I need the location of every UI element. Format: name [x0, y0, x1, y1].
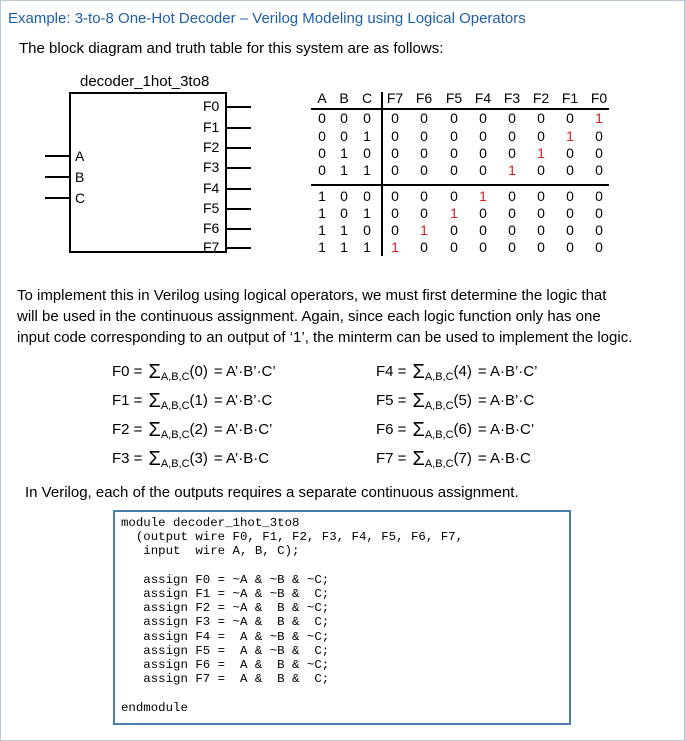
- verilog-code: module decoder_1hot_3to8 (output wire F0, F1, F2, F3, F4, F5, F6, F7, input wire A, B, C); assign F0 = ~A & ~B & ~C; assign F1 = ~A & ~B & C; assign F2 = ~A & B & ~C; assign F3 = ~A & B & C; assign F4 = A & ~B & ~C; assign F5 = A & ~B & C; assign F6 = A & B & ~C; assign F7 = A & B & C; endmodule: [121, 516, 464, 715]
- truth-table-cell: 0: [508, 222, 516, 238]
- truth-table-header: F5: [445, 90, 463, 106]
- equation: [112, 419, 272, 442]
- truth-table-header: F3: [503, 90, 521, 106]
- output-wire-f4: [227, 188, 251, 190]
- truth-table-cell: 0: [391, 128, 399, 144]
- output-wire-f0: [227, 106, 251, 108]
- equation-rhs: = A·B’·C: [477, 392, 535, 409]
- truth-table-cell: 0: [479, 239, 487, 255]
- truth-table-cell: 1: [340, 222, 348, 238]
- equation-lhs: F7 =: [376, 450, 407, 467]
- input-label-c: C: [75, 190, 86, 206]
- paragraph-line: will be used in the continuous assignment. Again, since each logic function only has one: [17, 308, 601, 325]
- truth-table-group-rule: [311, 184, 609, 186]
- truth-table-header: B: [339, 90, 349, 106]
- truth-table-cell: 0: [566, 222, 574, 238]
- truth-table-header: F4: [474, 90, 492, 106]
- truth-table-cell: 0: [479, 205, 487, 221]
- sigma-symbol: Σ: [412, 361, 425, 383]
- truth-table-cell: 0: [479, 222, 487, 238]
- input-wire-c: [45, 197, 69, 199]
- truth-table-cell: 1: [537, 145, 545, 161]
- truth-table-header: F1: [561, 90, 579, 106]
- truth-table-cell: 0: [363, 110, 371, 126]
- truth-table-cell: 0: [450, 222, 458, 238]
- minterm-index: (1): [189, 392, 208, 409]
- truth-table-cell: 0: [340, 128, 348, 144]
- truth-table-cell: 0: [391, 162, 399, 178]
- truth-table-cell: 1: [391, 239, 399, 255]
- equation-lhs: F0 =: [112, 363, 143, 380]
- input-label-a: A: [75, 148, 85, 164]
- truth-table-cell: 0: [420, 188, 428, 204]
- truth-table-cell: 0: [450, 128, 458, 144]
- equation-rhs: = A·B’·C’: [477, 363, 538, 380]
- truth-table-cell: 0: [508, 145, 516, 161]
- truth-table-cell: 1: [363, 205, 371, 221]
- truth-table-cell: 0: [420, 110, 428, 126]
- truth-table-header: C: [361, 90, 373, 106]
- equation-lhs: F1 =: [112, 392, 143, 409]
- output-label-f1: F1: [203, 119, 220, 135]
- output-label-f6: F6: [203, 220, 220, 236]
- input-wire-b: [45, 176, 69, 178]
- truth-table-cell: 1: [566, 128, 574, 144]
- sigma-subscript: A,B,C: [424, 429, 454, 441]
- input-wire-a: [45, 155, 69, 157]
- output-label-f0: F0: [203, 98, 220, 114]
- output-label-f5: F5: [203, 200, 220, 216]
- truth-table-cell: 0: [595, 222, 603, 238]
- output-wire-f2: [227, 147, 251, 149]
- truth-table-cell: 0: [595, 188, 603, 204]
- equation-lhs: F2 =: [112, 421, 143, 438]
- truth-table-cell: 0: [318, 128, 326, 144]
- equation-lhs: F5 =: [376, 392, 407, 409]
- minterm-index: (2): [189, 421, 208, 438]
- truth-table-header: F2: [532, 90, 550, 106]
- truth-table-cell: 0: [420, 128, 428, 144]
- truth-table-cell: 0: [595, 162, 603, 178]
- truth-table-cell: 0: [595, 128, 603, 144]
- equation-rhs: = A’·B·C’: [213, 421, 273, 438]
- truth-table-cell: 1: [363, 162, 371, 178]
- truth-table-cell: 0: [508, 188, 516, 204]
- truth-table-cell: 1: [318, 222, 326, 238]
- sigma-subscript: A,B,C: [424, 371, 454, 383]
- verilog-label: In Verilog, each of the outputs requires a separate continuous assignment.: [25, 484, 519, 501]
- truth-table-cell: 0: [508, 128, 516, 144]
- truth-table-cell: 0: [566, 239, 574, 255]
- output-label-f7: F7: [203, 239, 220, 255]
- equation-rhs: = A’·B’·C: [213, 392, 273, 409]
- minterm-index: (0): [189, 363, 208, 380]
- truth-table-cell: 0: [479, 110, 487, 126]
- equation: [376, 448, 531, 471]
- truth-table-cell: 1: [340, 162, 348, 178]
- output-label-f2: F2: [203, 139, 220, 155]
- sigma-subscript: A,B,C: [160, 400, 190, 412]
- truth-table-cell: 1: [450, 205, 458, 221]
- truth-table-cell: 1: [595, 110, 603, 126]
- sigma-symbol: Σ: [148, 419, 161, 441]
- page-title: Example: 3-to-8 One-Hot Decoder – Verilog Modeling using Logical Operators: [8, 10, 526, 27]
- truth-table-cell: 0: [595, 145, 603, 161]
- truth-table-header: F7: [386, 90, 404, 106]
- truth-table-cell: 0: [508, 239, 516, 255]
- truth-table-cell: 1: [420, 222, 428, 238]
- truth-table-cell: 0: [537, 222, 545, 238]
- truth-table-cell: 0: [391, 222, 399, 238]
- equation-lhs: F6 =: [376, 421, 407, 438]
- input-label-b: B: [75, 169, 85, 185]
- truth-table-cell: 0: [363, 222, 371, 238]
- equation-rhs: = A’·B·C: [213, 450, 270, 467]
- truth-table-cell: 0: [391, 205, 399, 221]
- truth-table-cell: 0: [508, 205, 516, 221]
- sigma-subscript: A,B,C: [160, 371, 190, 383]
- truth-table-header: A: [317, 90, 327, 106]
- truth-table-cell: 0: [391, 145, 399, 161]
- truth-table-cell: 0: [420, 205, 428, 221]
- explanation-paragraph: [17, 285, 677, 348]
- sigma-symbol: Σ: [412, 390, 425, 412]
- sigma-symbol: Σ: [148, 390, 161, 412]
- output-wire-f3: [227, 167, 251, 169]
- truth-table-cell: 0: [420, 162, 428, 178]
- minterm-index: (7): [453, 450, 472, 467]
- sigma-symbol: Σ: [412, 448, 425, 470]
- truth-table-cell: 0: [318, 162, 326, 178]
- truth-table-cell: 0: [537, 110, 545, 126]
- sigma-symbol: Σ: [148, 361, 161, 383]
- truth-table-cell: 0: [479, 145, 487, 161]
- truth-table-cell: 0: [318, 145, 326, 161]
- equation: [112, 390, 272, 413]
- truth-table-header: F6: [415, 90, 433, 106]
- truth-table-cell: 0: [537, 239, 545, 255]
- truth-table-cell: 0: [537, 128, 545, 144]
- minterm-index: (3): [189, 450, 208, 467]
- truth-table-cell: 1: [340, 145, 348, 161]
- output-wire-f5: [227, 208, 251, 210]
- minterm-index: (4): [453, 363, 472, 380]
- truth-table-cell: 1: [340, 239, 348, 255]
- truth-table-cell: 1: [363, 239, 371, 255]
- minterm-index: (5): [453, 392, 472, 409]
- equation: [376, 361, 538, 384]
- truth-table-cell: 0: [363, 188, 371, 204]
- truth-table-cell: 0: [420, 145, 428, 161]
- truth-table-cell: 0: [566, 205, 574, 221]
- truth-table-cell: 0: [595, 205, 603, 221]
- sigma-subscript: A,B,C: [160, 429, 190, 441]
- truth-table-cell: 0: [566, 188, 574, 204]
- block-name: decoder_1hot_3to8: [80, 73, 210, 90]
- output-wire-f6: [227, 228, 251, 230]
- code-box: [113, 510, 571, 725]
- truth-table-cell: 1: [318, 205, 326, 221]
- truth-table-cell: 0: [450, 188, 458, 204]
- truth-table-cell: 0: [450, 162, 458, 178]
- truth-table-cell: 0: [340, 110, 348, 126]
- sigma-subscript: A,B,C: [424, 458, 454, 470]
- truth-table-cell: 1: [318, 188, 326, 204]
- equation-rhs: = A’·B’·C’: [213, 363, 276, 380]
- truth-table-cell: 0: [537, 205, 545, 221]
- output-wire-f1: [227, 127, 251, 129]
- equation: [112, 448, 269, 471]
- output-label-f4: F4: [203, 180, 220, 196]
- equation-lhs: F3 =: [112, 450, 143, 467]
- truth-table-cell: 0: [450, 239, 458, 255]
- truth-table-cell: 1: [508, 162, 516, 178]
- truth-table-cell: 1: [318, 239, 326, 255]
- truth-table-cell: 0: [566, 110, 574, 126]
- truth-table-cell: 0: [391, 188, 399, 204]
- paragraph-line: input code corresponding to an output of ‘1’, the minterm can be used to implement the logic.: [17, 329, 633, 346]
- truth-table-cell: 0: [479, 128, 487, 144]
- equation-rhs: = A·B·C: [477, 450, 531, 467]
- truth-table-cell: 0: [566, 145, 574, 161]
- truth-table-cell: 0: [508, 110, 516, 126]
- truth-table-cell: 1: [363, 128, 371, 144]
- sigma-subscript: A,B,C: [424, 400, 454, 412]
- truth-table-divider-vertical: [381, 92, 383, 256]
- truth-table-cell: 0: [537, 188, 545, 204]
- equation-rhs: = A·B·C’: [477, 421, 535, 438]
- truth-table-cell: 1: [479, 188, 487, 204]
- sigma-subscript: A,B,C: [160, 458, 190, 470]
- truth-table-cell: 0: [595, 239, 603, 255]
- truth-table-cell: 0: [566, 162, 574, 178]
- truth-table-cell: 0: [340, 205, 348, 221]
- truth-table-cell: 0: [363, 145, 371, 161]
- truth-table-header: F0: [590, 90, 608, 106]
- equation-lhs: F4 =: [376, 363, 407, 380]
- truth-table-cell: 0: [479, 162, 487, 178]
- sigma-symbol: Σ: [148, 448, 161, 470]
- intro-text: The block diagram and truth table for this system are as follows:: [19, 40, 444, 57]
- truth-table-cell: 0: [537, 162, 545, 178]
- truth-table-cell: 0: [450, 110, 458, 126]
- minterm-index: (6): [453, 421, 472, 438]
- equation: [376, 390, 534, 413]
- equation: [112, 361, 276, 384]
- paragraph-line: To implement this in Verilog using logical operators, we must first determine the logic that: [17, 287, 607, 304]
- truth-table-cell: 0: [420, 239, 428, 255]
- sigma-symbol: Σ: [412, 419, 425, 441]
- truth-table-cell: 0: [450, 145, 458, 161]
- truth-table-cell: 0: [391, 110, 399, 126]
- equation: [376, 419, 534, 442]
- output-label-f3: F3: [203, 159, 220, 175]
- truth-table-cell: 0: [318, 110, 326, 126]
- output-wire-f7: [227, 247, 251, 249]
- truth-table-cell: 0: [340, 188, 348, 204]
